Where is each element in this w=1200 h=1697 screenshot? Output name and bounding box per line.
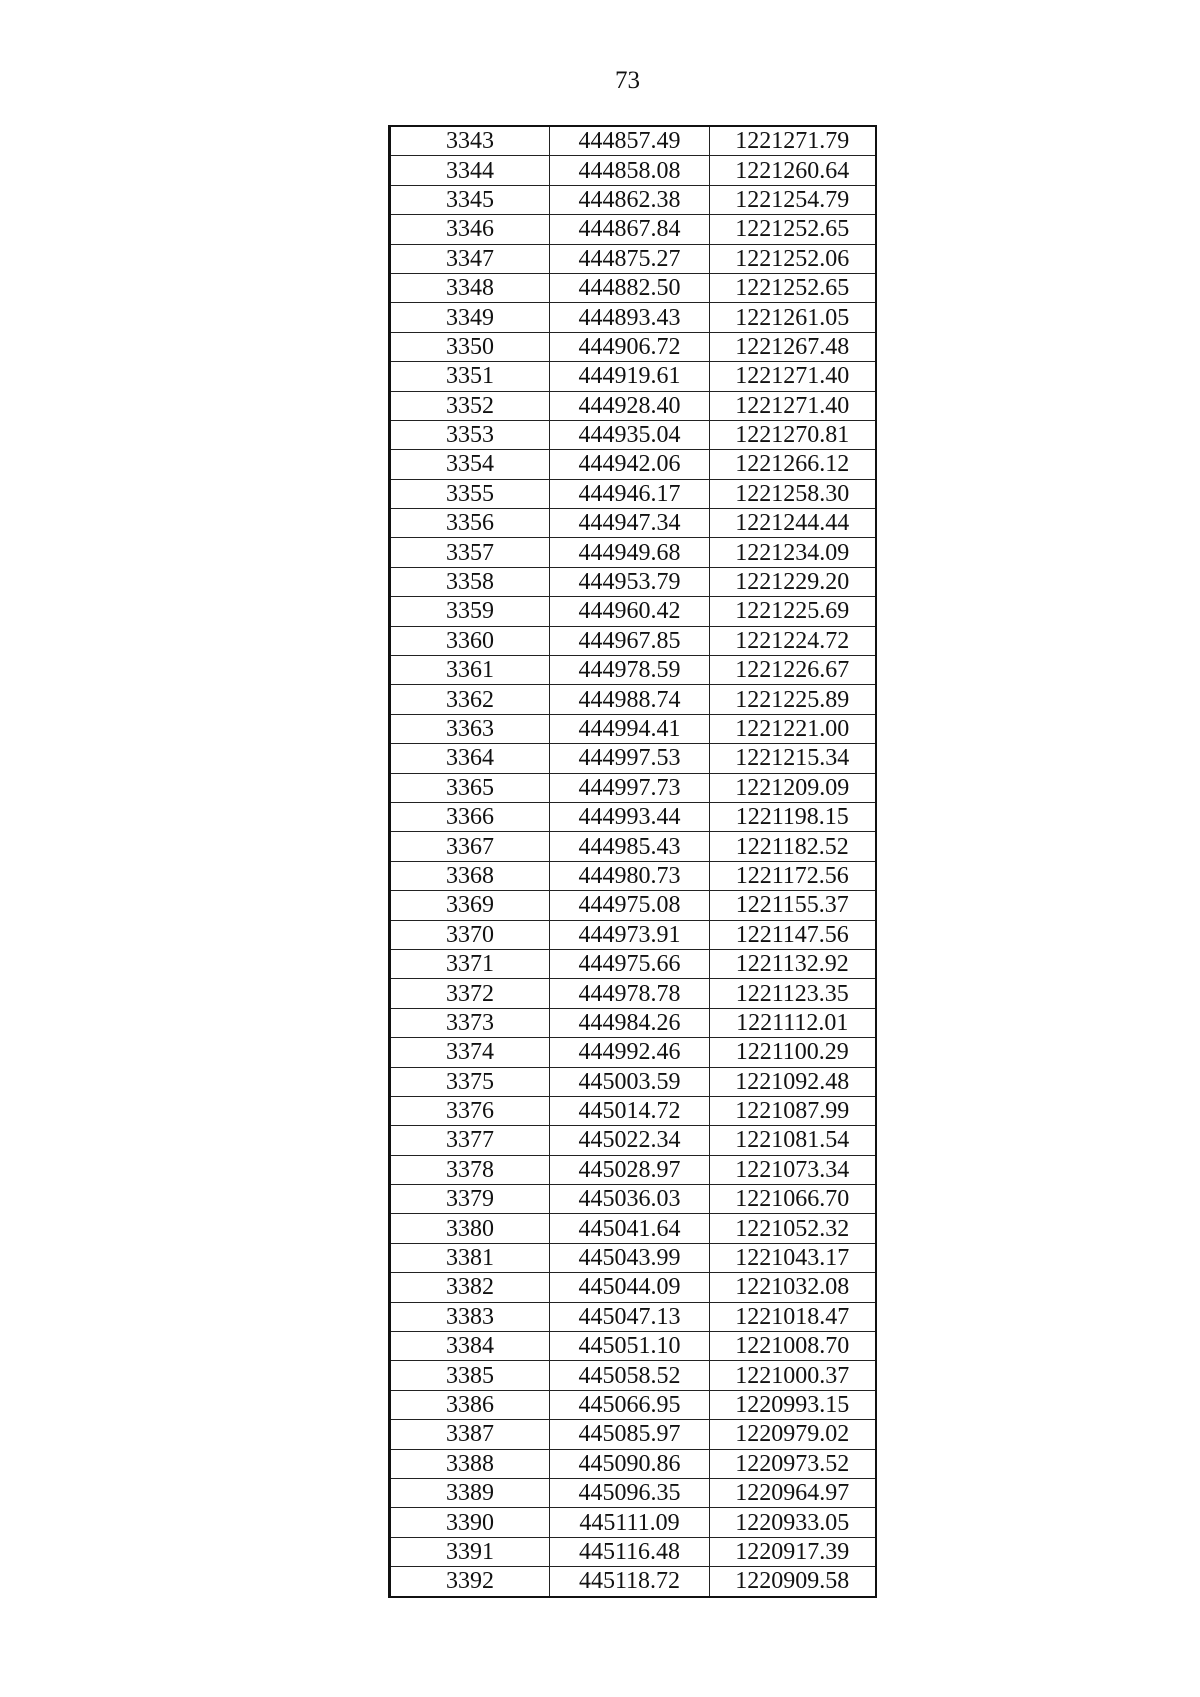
x-coordinate-cell: 444875.27 <box>550 244 710 273</box>
table-row <box>390 1302 876 1331</box>
x-coordinate-cell: 445028.97 <box>550 1155 710 1184</box>
x-coordinate-cell: 444947.34 <box>550 509 710 538</box>
x-coordinate-cell: 444862.38 <box>550 185 710 214</box>
x-coordinate-cell: 444893.43 <box>550 303 710 332</box>
table-row <box>390 215 876 244</box>
point-number-cell: 3366 <box>390 802 550 831</box>
x-coordinate-cell: 445014.72 <box>550 1096 710 1125</box>
x-coordinate-cell: 445058.52 <box>550 1361 710 1390</box>
x-coordinate-cell: 444992.46 <box>550 1038 710 1067</box>
point-number-cell: 3345 <box>390 185 550 214</box>
x-coordinate-cell: 445051.10 <box>550 1332 710 1361</box>
point-number-cell: 3379 <box>390 1185 550 1214</box>
table-row <box>390 1038 876 1067</box>
point-number-cell: 3348 <box>390 273 550 302</box>
y-coordinate-cell: 1221221.00 <box>710 714 876 743</box>
y-coordinate-cell: 1220909.58 <box>710 1567 876 1597</box>
point-number-cell: 3375 <box>390 1067 550 1096</box>
x-coordinate-cell: 445111.09 <box>550 1508 710 1537</box>
table-row <box>390 362 876 391</box>
table-row <box>390 1361 876 1390</box>
point-number-cell: 3381 <box>390 1243 550 1272</box>
point-number-cell: 3347 <box>390 244 550 273</box>
point-number-cell: 3363 <box>390 714 550 743</box>
table-row <box>390 714 876 743</box>
y-coordinate-cell: 1221234.09 <box>710 538 876 567</box>
y-coordinate-cell: 1221043.17 <box>710 1243 876 1272</box>
point-number-cell: 3390 <box>390 1508 550 1537</box>
y-coordinate-cell: 1221254.79 <box>710 185 876 214</box>
point-number-cell: 3387 <box>390 1420 550 1449</box>
y-coordinate-cell: 1221081.54 <box>710 1126 876 1155</box>
table-row <box>390 656 876 685</box>
x-coordinate-cell: 444949.68 <box>550 538 710 567</box>
x-coordinate-cell: 444975.08 <box>550 891 710 920</box>
table-row <box>390 1567 876 1597</box>
y-coordinate-cell: 1221252.65 <box>710 273 876 302</box>
point-number-cell: 3382 <box>390 1273 550 1302</box>
y-coordinate-cell: 1221066.70 <box>710 1185 876 1214</box>
x-coordinate-cell: 444984.26 <box>550 1008 710 1037</box>
point-number-cell: 3377 <box>390 1126 550 1155</box>
point-number-cell: 3383 <box>390 1302 550 1331</box>
table-row <box>390 949 876 978</box>
y-coordinate-cell: 1221270.81 <box>710 420 876 449</box>
page-number: 73 <box>615 67 640 94</box>
point-number-cell: 3378 <box>390 1155 550 1184</box>
y-coordinate-cell: 1221229.20 <box>710 567 876 596</box>
y-coordinate-cell: 1221073.34 <box>710 1155 876 1184</box>
x-coordinate-cell: 444973.91 <box>550 920 710 949</box>
y-coordinate-cell: 1220979.02 <box>710 1420 876 1449</box>
x-coordinate-cell: 445044.09 <box>550 1273 710 1302</box>
y-coordinate-cell: 1221155.37 <box>710 891 876 920</box>
table-row <box>390 1508 876 1537</box>
point-number-cell: 3374 <box>390 1038 550 1067</box>
y-coordinate-cell: 1221224.72 <box>710 626 876 655</box>
y-coordinate-cell: 1221252.06 <box>710 244 876 273</box>
point-number-cell: 3365 <box>390 773 550 802</box>
x-coordinate-cell: 445096.35 <box>550 1478 710 1507</box>
point-number-cell: 3373 <box>390 1008 550 1037</box>
point-number-cell: 3364 <box>390 744 550 773</box>
point-number-cell: 3384 <box>390 1332 550 1361</box>
y-coordinate-cell: 1221147.56 <box>710 920 876 949</box>
x-coordinate-cell: 444858.08 <box>550 156 710 185</box>
point-number-cell: 3370 <box>390 920 550 949</box>
y-coordinate-cell: 1221271.79 <box>710 126 876 156</box>
point-number-cell: 3358 <box>390 567 550 596</box>
x-coordinate-cell: 444985.43 <box>550 832 710 861</box>
y-coordinate-cell: 1221112.01 <box>710 1008 876 1037</box>
x-coordinate-cell: 444975.66 <box>550 949 710 978</box>
table-row <box>390 1155 876 1184</box>
y-coordinate-cell: 1221087.99 <box>710 1096 876 1125</box>
point-number-cell: 3362 <box>390 685 550 714</box>
table-row <box>390 1067 876 1096</box>
y-coordinate-cell: 1221261.05 <box>710 303 876 332</box>
table-row <box>390 861 876 890</box>
x-coordinate-cell: 444935.04 <box>550 420 710 449</box>
table-row <box>390 1449 876 1478</box>
table-row <box>390 156 876 185</box>
table-row <box>390 420 876 449</box>
table-row <box>390 509 876 538</box>
x-coordinate-cell: 444867.84 <box>550 215 710 244</box>
point-number-cell: 3355 <box>390 479 550 508</box>
point-number-cell: 3351 <box>390 362 550 391</box>
x-coordinate-cell: 445041.64 <box>550 1214 710 1243</box>
table-row <box>390 1126 876 1155</box>
x-coordinate-cell: 444946.17 <box>550 479 710 508</box>
table-row <box>390 1214 876 1243</box>
point-number-cell: 3368 <box>390 861 550 890</box>
table-row <box>390 1332 876 1361</box>
y-coordinate-cell: 1221018.47 <box>710 1302 876 1331</box>
x-coordinate-cell: 444960.42 <box>550 597 710 626</box>
point-number-cell: 3353 <box>390 420 550 449</box>
y-coordinate-cell: 1221271.40 <box>710 362 876 391</box>
x-coordinate-cell: 445066.95 <box>550 1390 710 1419</box>
y-coordinate-cell: 1221182.52 <box>710 832 876 861</box>
table-row <box>390 273 876 302</box>
y-coordinate-cell: 1221000.37 <box>710 1361 876 1390</box>
table-row <box>390 303 876 332</box>
point-number-cell: 3376 <box>390 1096 550 1125</box>
y-coordinate-cell: 1221267.48 <box>710 332 876 361</box>
x-coordinate-cell: 444997.53 <box>550 744 710 773</box>
table-row <box>390 1008 876 1037</box>
point-number-cell: 3385 <box>390 1361 550 1390</box>
point-number-cell: 3369 <box>390 891 550 920</box>
point-number-cell: 3350 <box>390 332 550 361</box>
table-row <box>390 832 876 861</box>
point-number-cell: 3349 <box>390 303 550 332</box>
coordinates-table-body <box>390 126 876 1597</box>
x-coordinate-cell: 445043.99 <box>550 1243 710 1272</box>
y-coordinate-cell: 1221271.40 <box>710 391 876 420</box>
table-row <box>390 626 876 655</box>
point-number-cell: 3343 <box>390 126 550 156</box>
y-coordinate-cell: 1220993.15 <box>710 1390 876 1419</box>
table-row <box>390 744 876 773</box>
table-row <box>390 1185 876 1214</box>
table-row <box>390 1420 876 1449</box>
point-number-cell: 3346 <box>390 215 550 244</box>
table-row <box>390 1273 876 1302</box>
x-coordinate-cell: 444997.73 <box>550 773 710 802</box>
x-coordinate-cell: 444857.49 <box>550 126 710 156</box>
table-row <box>390 1096 876 1125</box>
x-coordinate-cell: 444953.79 <box>550 567 710 596</box>
x-coordinate-cell: 445047.13 <box>550 1302 710 1331</box>
y-coordinate-cell: 1221258.30 <box>710 479 876 508</box>
table-row <box>390 773 876 802</box>
x-coordinate-cell: 444967.85 <box>550 626 710 655</box>
table-row <box>390 597 876 626</box>
point-number-cell: 3360 <box>390 626 550 655</box>
table-row <box>390 479 876 508</box>
table-row <box>390 391 876 420</box>
table-row <box>390 979 876 1008</box>
table-row <box>390 1478 876 1507</box>
point-number-cell: 3371 <box>390 949 550 978</box>
x-coordinate-cell: 445090.86 <box>550 1449 710 1478</box>
point-number-cell: 3391 <box>390 1537 550 1566</box>
y-coordinate-cell: 1221215.34 <box>710 744 876 773</box>
point-number-cell: 3386 <box>390 1390 550 1419</box>
table-row <box>390 450 876 479</box>
table-row <box>390 185 876 214</box>
point-number-cell: 3367 <box>390 832 550 861</box>
y-coordinate-cell: 1220973.52 <box>710 1449 876 1478</box>
table-row <box>390 567 876 596</box>
table-row <box>390 891 876 920</box>
x-coordinate-cell: 445118.72 <box>550 1567 710 1597</box>
coordinates-table <box>388 125 877 1598</box>
y-coordinate-cell: 1220917.39 <box>710 1537 876 1566</box>
point-number-cell: 3354 <box>390 450 550 479</box>
table-row <box>390 244 876 273</box>
x-coordinate-cell: 444978.59 <box>550 656 710 685</box>
point-number-cell: 3388 <box>390 1449 550 1478</box>
y-coordinate-cell: 1221266.12 <box>710 450 876 479</box>
y-coordinate-cell: 1221172.56 <box>710 861 876 890</box>
x-coordinate-cell: 445022.34 <box>550 1126 710 1155</box>
y-coordinate-cell: 1221092.48 <box>710 1067 876 1096</box>
y-coordinate-cell: 1221198.15 <box>710 802 876 831</box>
x-coordinate-cell: 444988.74 <box>550 685 710 714</box>
point-number-cell: 3361 <box>390 656 550 685</box>
y-coordinate-cell: 1221225.69 <box>710 597 876 626</box>
x-coordinate-cell: 444993.44 <box>550 802 710 831</box>
point-number-cell: 3392 <box>390 1567 550 1597</box>
table-row <box>390 1390 876 1419</box>
point-number-cell: 3357 <box>390 538 550 567</box>
point-number-cell: 3356 <box>390 509 550 538</box>
x-coordinate-cell: 445003.59 <box>550 1067 710 1096</box>
table-row <box>390 538 876 567</box>
y-coordinate-cell: 1220964.97 <box>710 1478 876 1507</box>
x-coordinate-cell: 445116.48 <box>550 1537 710 1566</box>
point-number-cell: 3359 <box>390 597 550 626</box>
x-coordinate-cell: 444928.40 <box>550 391 710 420</box>
x-coordinate-cell: 445036.03 <box>550 1185 710 1214</box>
table-row <box>390 685 876 714</box>
point-number-cell: 3344 <box>390 156 550 185</box>
point-number-cell: 3389 <box>390 1478 550 1507</box>
x-coordinate-cell: 445085.97 <box>550 1420 710 1449</box>
y-coordinate-cell: 1221209.09 <box>710 773 876 802</box>
x-coordinate-cell: 444919.61 <box>550 362 710 391</box>
x-coordinate-cell: 444978.78 <box>550 979 710 1008</box>
y-coordinate-cell: 1221252.65 <box>710 215 876 244</box>
y-coordinate-cell: 1221132.92 <box>710 949 876 978</box>
point-number-cell: 3352 <box>390 391 550 420</box>
x-coordinate-cell: 444942.06 <box>550 450 710 479</box>
y-coordinate-cell: 1221052.32 <box>710 1214 876 1243</box>
table-row <box>390 802 876 831</box>
table-row <box>390 1537 876 1566</box>
table-row <box>390 920 876 949</box>
y-coordinate-cell: 1221226.67 <box>710 656 876 685</box>
x-coordinate-cell: 444980.73 <box>550 861 710 890</box>
table-row <box>390 126 876 156</box>
point-number-cell: 3372 <box>390 979 550 1008</box>
x-coordinate-cell: 444882.50 <box>550 273 710 302</box>
y-coordinate-cell: 1221123.35 <box>710 979 876 1008</box>
y-coordinate-cell: 1221100.29 <box>710 1038 876 1067</box>
x-coordinate-cell: 444994.41 <box>550 714 710 743</box>
y-coordinate-cell: 1221244.44 <box>710 509 876 538</box>
y-coordinate-cell: 1220933.05 <box>710 1508 876 1537</box>
x-coordinate-cell: 444906.72 <box>550 332 710 361</box>
table-row <box>390 332 876 361</box>
y-coordinate-cell: 1221032.08 <box>710 1273 876 1302</box>
y-coordinate-cell: 1221260.64 <box>710 156 876 185</box>
table-row <box>390 1243 876 1272</box>
y-coordinate-cell: 1221008.70 <box>710 1332 876 1361</box>
point-number-cell: 3380 <box>390 1214 550 1243</box>
y-coordinate-cell: 1221225.89 <box>710 685 876 714</box>
